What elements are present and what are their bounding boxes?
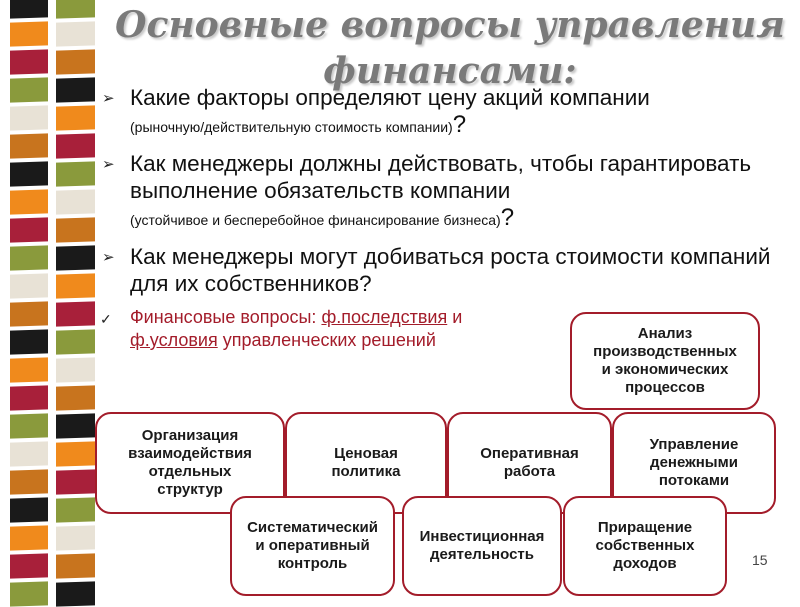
stripe-bar <box>56 245 95 270</box>
box-investment-label: Инвестиционная деятельность <box>419 528 545 563</box>
page-title: Основные вопросы управления финансами: <box>115 4 785 92</box>
stripe-bar <box>10 217 48 242</box>
stripe-bar <box>56 77 95 102</box>
bullet-note: (устойчивое и бесперебойное финансирование бизнеса) <box>130 212 501 228</box>
finance-conditions-link[interactable]: ф.условия <box>130 330 218 350</box>
arrow-bullet-icon: ➢ <box>102 90 115 107</box>
stripe-bar <box>10 441 48 466</box>
stripe-bar <box>10 105 48 130</box>
box-income <box>563 496 727 596</box>
stripe-bar <box>10 581 48 606</box>
arrow-bullet-icon: ➢ <box>102 249 115 266</box>
box-investment <box>402 496 562 596</box>
stripe-bar <box>10 469 48 494</box>
stripe-bar <box>10 273 48 298</box>
stripe-bar <box>10 553 48 578</box>
stripe-bar <box>56 413 95 438</box>
box-control <box>230 496 395 596</box>
stripe-bar <box>56 301 95 326</box>
bullet-text: Как менеджеры должны действовать, чтобы гарантировать выполнение обязательств компании <box>130 151 752 203</box>
checkmark-icon: ✓ <box>100 311 112 327</box>
box-pricing-label: Ценовая политика <box>331 445 401 480</box>
stripe-bar <box>56 217 95 242</box>
finance-suffix: управленческих решений <box>217 330 436 350</box>
bullet-item <box>96 150 786 234</box>
bullet-end: ? <box>452 111 467 138</box>
stripe-bar <box>10 357 48 382</box>
bullet-item <box>96 84 786 141</box>
stripe-bar <box>10 77 48 102</box>
stripe-bar <box>56 441 95 466</box>
stripe-bar <box>56 497 95 522</box>
finance-conjunction: и <box>447 307 463 327</box>
stripe-bar <box>56 189 95 214</box>
finance-prefix: Финансовые вопросы: <box>130 307 322 327</box>
stripe-bar <box>10 385 48 410</box>
stripe-bar <box>56 329 95 354</box>
box-cashflow-label: Управление денежными потоками <box>649 436 739 489</box>
box-analysis-label: Анализ производственных и экономических процессов <box>593 325 737 396</box>
stripe-bar <box>56 105 95 130</box>
stripe-bar <box>56 525 95 550</box>
stripe-bar <box>56 553 95 578</box>
decorative-stripe <box>0 0 95 600</box>
bullet-text: Какие факторы определяют цену акций компании <box>130 85 650 110</box>
stripe-bar <box>10 245 48 270</box>
bullet-item <box>96 243 786 297</box>
arrow-bullet-icon: ➢ <box>102 156 115 173</box>
box-operational-label: Оперативная работа <box>480 445 579 480</box>
box-analysis <box>570 312 760 410</box>
bullet-text: Как менеджеры могут добиваться роста стоимости компаний для их собственников? <box>130 244 771 296</box>
stripe-bar <box>56 0 95 19</box>
stripe-bar <box>10 161 48 186</box>
box-income-label: Приращение собственных доходов <box>595 519 695 572</box>
box-control-label: Систематический и оперативный контроль <box>247 519 378 572</box>
stripe-bar <box>10 49 48 74</box>
stripe-bar <box>10 301 48 326</box>
stripe-bar <box>56 469 95 494</box>
stripe-bar <box>10 329 48 354</box>
stripe-bar <box>10 133 48 158</box>
box-organization-label: Организация взаимодействия отдельных структур <box>128 427 252 498</box>
stripe-bar <box>56 385 95 410</box>
stripe-bar <box>10 525 48 550</box>
finance-consequences-link[interactable]: ф.последствия <box>321 307 448 327</box>
stripe-bar <box>10 413 48 438</box>
bullet-end: ? <box>500 204 515 231</box>
page-number: 15 <box>752 552 768 568</box>
stripe-bar <box>10 189 48 214</box>
stripe-bar <box>56 49 95 74</box>
bullet-note: (рыночную/действительную стоимость компании) <box>130 119 453 135</box>
stripe-bar <box>56 581 95 606</box>
stripe-bar <box>56 161 95 186</box>
stripe-bar <box>10 21 48 46</box>
stripe-bar <box>56 133 95 158</box>
stripe-bar <box>56 21 95 46</box>
stripe-bar <box>10 497 48 522</box>
stripe-bar <box>56 273 95 298</box>
stripe-bar <box>56 357 95 382</box>
stripe-bar <box>10 0 48 19</box>
